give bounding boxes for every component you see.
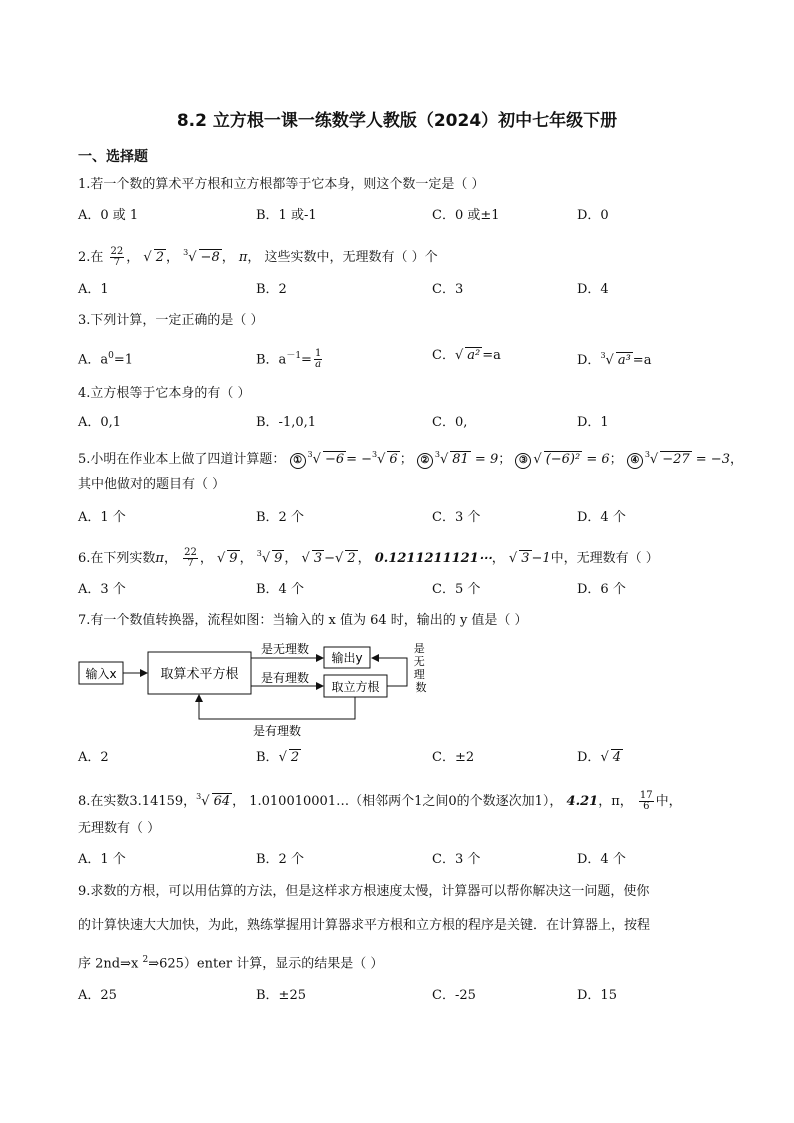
flow-label-rational: 是有理数	[260, 671, 310, 685]
section-heading: 一、选择题	[78, 149, 148, 165]
question-1-stem: 1.若一个数的算术平方根和立方根都等于它本身，则这个数一定是（ ）	[78, 177, 485, 192]
q3-option-b: B．$a^{-1}=$ $\frac{1}{a}$	[256, 348, 322, 371]
q1-option-a: A．0 或 1	[78, 208, 139, 223]
question-2-stem: 2.在 $\frac{22}{7}$ ， √ 2 ， $^3$√ −8 ， π， 这些实数中，无理数有（ ）个	[78, 246, 438, 268]
q1-option-c: C．0 或±1	[432, 208, 500, 223]
flow-label-side: 是 无 理 数	[413, 642, 427, 694]
fraction-22-7: $\frac{22}{7}$	[110, 246, 124, 268]
flowchart-diagram	[75, 637, 445, 741]
circled-2: ②	[417, 453, 433, 469]
circled-3: ③	[515, 453, 531, 469]
flow-label-bottom: 是有理数	[252, 724, 302, 738]
q4-option-b: B．-1,0,1	[256, 415, 317, 430]
q3-option-a: A．$a^0=1$	[78, 351, 134, 368]
q7-option-c: C．±2	[432, 750, 475, 765]
question-5-stem: 5.小明在作业本上做了四道计算题： ①$^3$√ −6 = −$^3$√ 6 ； ②$^3$√ 81 = 9； ③ √ (−6)² = 6； ④$^3$√ −27 = −3，	[78, 450, 743, 467]
q5-option-b: B．2 个	[256, 510, 304, 525]
flow-output-label: 输出y	[331, 651, 363, 665]
q9-option-d: D．15	[577, 988, 617, 1003]
repeating-decimal: 4.21	[566, 794, 599, 809]
flow-input-label: 输入x	[85, 667, 117, 681]
q9-option-c: C．-25	[432, 988, 476, 1003]
q9-option-b: B．±25	[256, 988, 306, 1003]
circled-4: ④	[627, 453, 643, 469]
page-title: 8.2 立方根一课一练数学人教版（2024）初中七年级下册	[176, 111, 618, 131]
q1-option-b: B．1 或-1	[256, 208, 317, 223]
q2-option-a: A．1	[78, 282, 109, 297]
q5-option-d: D．4 个	[577, 510, 626, 525]
q8-option-d: D．4 个	[577, 852, 626, 867]
question-9-line1: 9.求数的方根，可以用估算的方法，但是这样求方根速度太慢，计算器可以帮你解决这一问题，使你	[78, 884, 650, 899]
question-7-stem: 7.有一个数值转换器，流程如图：当输入的 x 值为 64 时，输出的 y 值是（ ）	[78, 613, 528, 628]
flow-label-irrational: 是无理数	[260, 642, 310, 656]
q2-option-c: C．3	[432, 282, 464, 297]
question-9-line3: 序 2nd⇒x $^2$⇒625）enter 计算，显示的结果是（ ）	[78, 955, 384, 972]
q2-option-b: B．2	[256, 282, 287, 297]
q2-option-d: D．4	[577, 282, 609, 297]
question-8-stem: 8.在实数3.14159，$^3$√ 64 ， 1.010010001…（相邻两个1之间0的个数逐次加1）， 4.21，π， $\frac{17}{6}$ 中，	[78, 790, 682, 812]
q7-option-a: A．2	[78, 750, 109, 765]
q7-option-d: D．√ 4	[577, 750, 622, 765]
question-6-stem: 6.在下列实数π， $\frac{22}{7}$ ， √ 9 ， $^3$√ 9 ， √ 3 −√ 2 ， 0.1211211121⋯， √ 3 −1中，无理数有（ ）	[78, 547, 659, 569]
q8-option-a: A．1 个	[78, 852, 126, 867]
q9-option-a: A．25	[78, 988, 117, 1003]
question-4-stem: 4.立方根等于它本身的有（ ）	[78, 386, 251, 401]
q3-option-c: C．√ a² =a	[432, 348, 501, 363]
q4-option-a: A．0,1	[78, 415, 122, 430]
flow-cbrt-label: 取立方根	[331, 680, 380, 694]
q6-option-b: B．4 个	[256, 582, 304, 597]
q6-option-a: A．3 个	[78, 582, 126, 597]
flow-arrow-bottom	[199, 695, 355, 719]
q7-option-b: B．√ 2	[256, 750, 300, 765]
q6-option-c: C．5 个	[432, 582, 481, 597]
question-9-line2: 的计算快速大大加快，为此，熟练掌握用计算器求平方根和立方根的程序是关键．在计算器上，按程	[78, 918, 651, 933]
q5-option-c: C．3 个	[432, 510, 481, 525]
circled-1: ①	[290, 453, 306, 469]
question-5-line2: 其中他做对的题目有（ ）	[78, 477, 226, 492]
q6-option-d: D．6 个	[577, 582, 626, 597]
q4-option-d: D．1	[577, 415, 609, 430]
q3-option-d: D．$^3$√ a³ =a	[577, 351, 652, 368]
q8-option-b: B．2 个	[256, 852, 304, 867]
q1-option-d: D．0	[577, 208, 609, 223]
question-3-stem: 3.下列计算，一定正确的是（ ）	[78, 313, 264, 328]
flow-sqrt-label: 取算术平方根	[160, 667, 239, 682]
question-8-line2: 无理数有（ ）	[78, 821, 161, 836]
q5-option-a: A．1 个	[78, 510, 126, 525]
q4-option-c: C．0,	[432, 415, 468, 430]
q8-option-c: C．3 个	[432, 852, 481, 867]
